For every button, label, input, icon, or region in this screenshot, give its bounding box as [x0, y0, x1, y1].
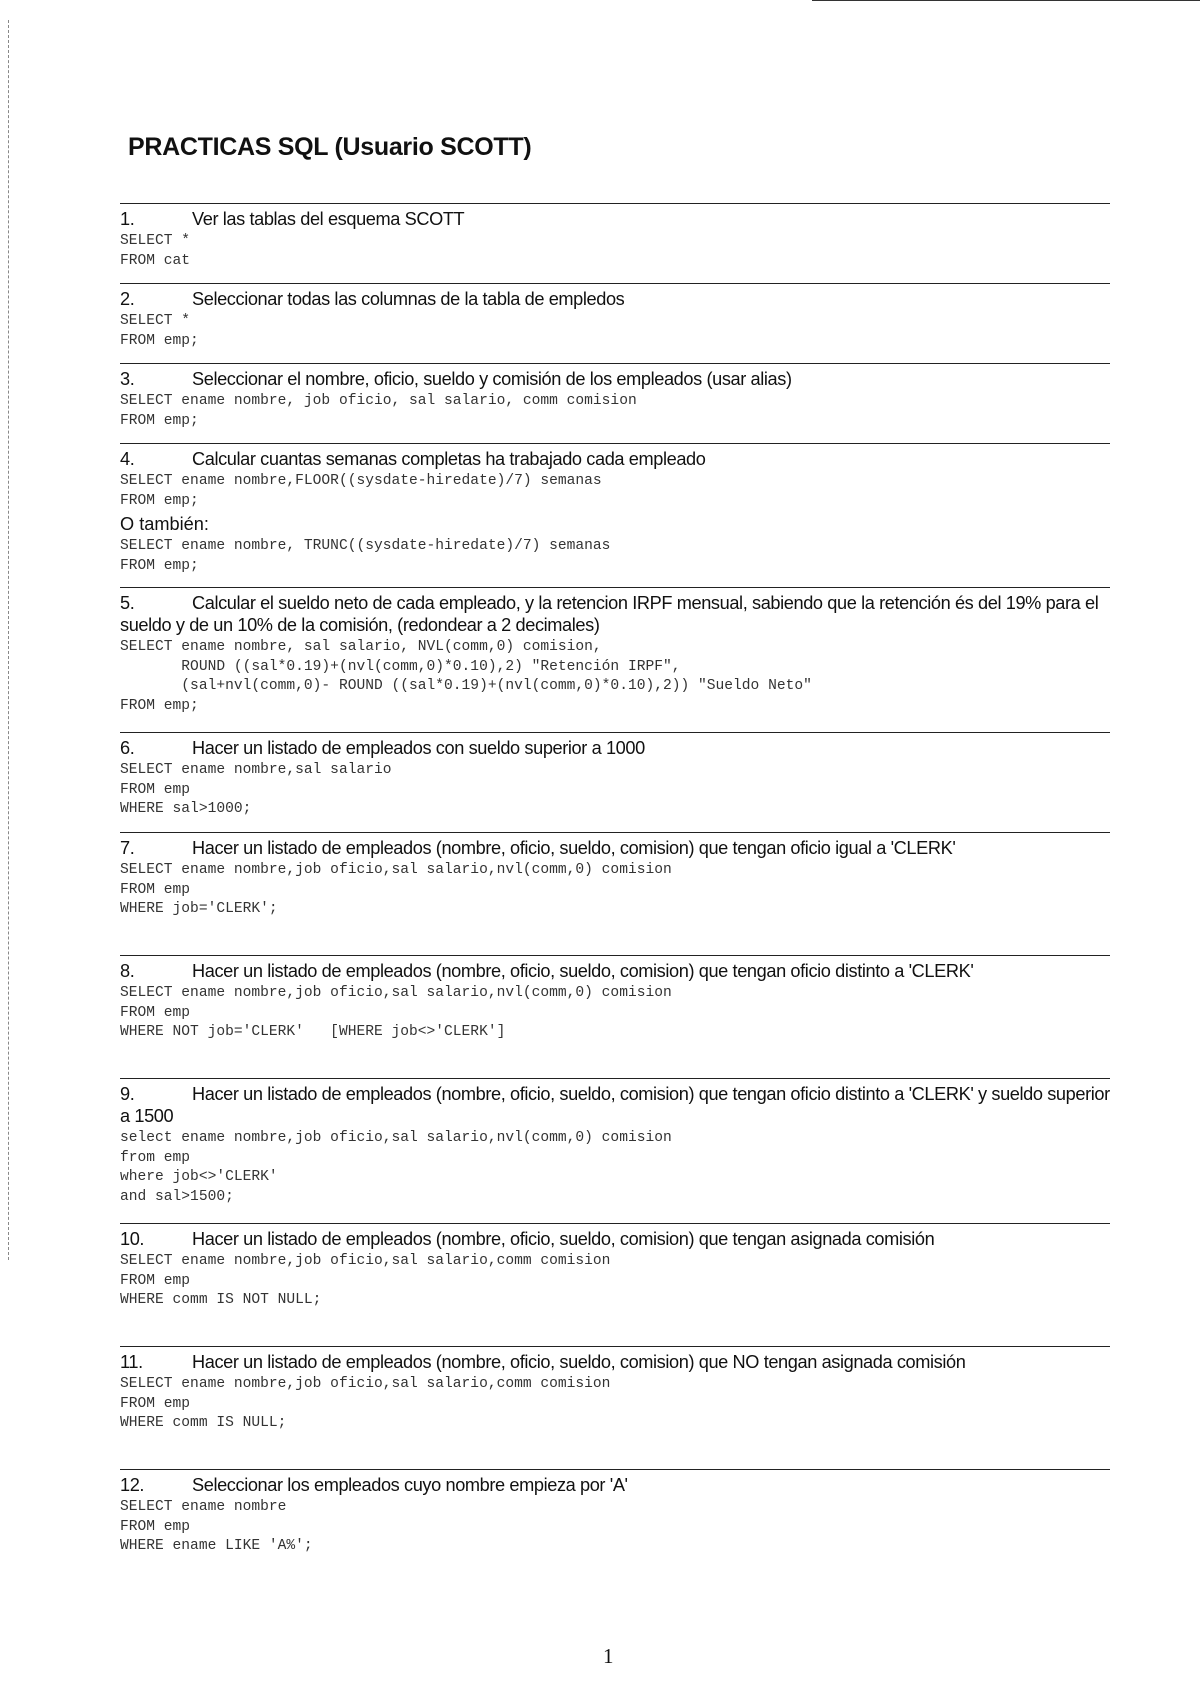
sql-code: SELECT ename nombre,sal salario FROM emp WHERE sal>1000;	[120, 762, 392, 817]
exercise-number: 8.	[120, 961, 135, 981]
exercise-2	[120, 283, 1110, 351]
alternative-label: O también:	[120, 514, 209, 534]
exercise-7	[120, 832, 1110, 920]
exercise-number: 10.	[120, 1229, 145, 1249]
exercise-text: Seleccionar los empleados cuyo nombre empieza por 'A'	[192, 1475, 628, 1495]
sql-code: SELECT ename nombre,job oficio,sal salario,nvl(comm,0) comision FROM emp WHERE job='CLERK';	[120, 862, 672, 917]
sql-code: SELECT ename nombre,FLOOR((sysdate-hiredate)/7) semanas FROM emp;	[120, 473, 602, 509]
exercise-11	[120, 1346, 1110, 1434]
exercise-heading	[120, 448, 1110, 470]
sql-code: SELECT ename nombre, job oficio, sal salario, comm comision FROM emp;	[120, 393, 637, 429]
exercise-number: 6.	[120, 738, 135, 758]
scan-margin-line	[8, 20, 11, 1260]
exercise-heading	[120, 1351, 1110, 1373]
exercise-6	[120, 732, 1110, 820]
exercise-10	[120, 1223, 1110, 1311]
page-title: PRACTICAS SQL (Usuario SCOTT)	[128, 133, 532, 161]
exercise-number: 12.	[120, 1475, 145, 1495]
sql-code: SELECT ename nombre, sal salario, NVL(comm,0) comision, ROUND ((sal*0.19)+(nvl(comm,0)*0.10),2) "Retención IRPF", (sal+nvl(comm,0)- ROUND ((sal*0.19)+(nvl(comm,0)*0.10),2)) "Sueldo Neto" FROM emp;	[120, 639, 812, 714]
exercise-text: Calcular cuantas semanas completas ha trabajado cada empleado	[192, 449, 706, 469]
exercise-heading	[120, 837, 1110, 859]
exercise-12	[120, 1469, 1110, 1557]
exercise-text: Hacer un listado de empleados (nombre, oficio, sueldo, comision) que tengan asignada comisión	[192, 1229, 935, 1249]
top-rule	[812, 0, 1200, 1]
exercise-heading	[120, 960, 1110, 982]
exercise-heading	[120, 288, 1110, 310]
exercise-heading	[120, 208, 1110, 230]
sql-code: SELECT ename nombre,job oficio,sal salario,comm comision FROM emp WHERE comm IS NOT NULL;	[120, 1253, 611, 1308]
exercise-3	[120, 363, 1110, 431]
sql-code-alternative: SELECT ename nombre, TRUNC((sysdate-hiredate)/7) semanas FROM emp;	[120, 538, 611, 574]
exercise-text: Hacer un listado de empleados (nombre, oficio, sueldo, comision) que tengan oficio distinto a 'CLERK'	[192, 961, 974, 981]
exercise-5	[120, 587, 1110, 716]
sql-code: SELECT * FROM emp;	[120, 313, 199, 349]
exercise-8	[120, 955, 1110, 1043]
exercise-heading	[120, 1228, 1110, 1250]
exercise-1	[120, 203, 1110, 271]
exercise-4	[120, 443, 1110, 576]
exercise-text: Hacer un listado de empleados (nombre, oficio, sueldo, comision) que tengan oficio igual a 'CLERK'	[192, 838, 956, 858]
exercise-heading	[120, 1083, 1110, 1127]
sql-code: SELECT ename nombre,job oficio,sal salario,comm comision FROM emp WHERE comm IS NULL;	[120, 1376, 611, 1431]
exercise-9	[120, 1078, 1110, 1207]
exercise-text: Seleccionar todas las columnas de la tabla de empledos	[192, 289, 625, 309]
exercise-number: 7.	[120, 838, 135, 858]
exercise-heading	[120, 592, 1110, 636]
exercise-number: 9.	[120, 1084, 135, 1104]
page-number: 1	[603, 1644, 614, 1668]
exercise-text: Hacer un listado de empleados (nombre, oficio, sueldo, comision) que tengan oficio distinto a 'CLERK' y sueldo superior a 1500	[120, 1084, 1110, 1126]
exercise-text: Calcular el sueldo neto de cada empleado, y la retencion IRPF mensual, sabiendo que la retención és del 19% para el sueldo y de un 10% de la comisión, (redondear a 2 decimales)	[120, 593, 1099, 635]
sql-code: select ename nombre,job oficio,sal salario,nvl(comm,0) comision from emp where job<>'CLERK' and sal>1500;	[120, 1130, 672, 1205]
exercise-heading	[120, 737, 1110, 759]
sql-code: SELECT * FROM cat	[120, 233, 191, 269]
sql-code: SELECT ename nombre,job oficio,sal salario,nvl(comm,0) comision FROM emp WHERE NOT job='CLERK' [WHERE job<>'CLERK']	[120, 985, 672, 1040]
exercise-heading	[120, 1474, 1110, 1496]
exercise-text: Hacer un listado de empleados con sueldo superior a 1000	[192, 738, 645, 758]
exercise-text: Hacer un listado de empleados (nombre, oficio, sueldo, comision) que NO tengan asignada comisión	[192, 1352, 966, 1372]
exercise-number: 11.	[120, 1352, 143, 1372]
exercise-number: 3.	[120, 369, 135, 389]
exercise-text: Seleccionar el nombre, oficio, sueldo y comisión de los empleados (usar alias)	[192, 369, 792, 389]
sql-code: SELECT ename nombre FROM emp WHERE ename LIKE 'A%';	[120, 1499, 313, 1554]
exercise-number: 4.	[120, 449, 135, 469]
exercise-heading	[120, 368, 1110, 390]
exercise-number: 1.	[120, 209, 135, 229]
exercise-number: 2.	[120, 289, 135, 309]
exercise-number: 5.	[120, 593, 135, 613]
exercise-text: Ver las tablas del esquema SCOTT	[192, 209, 465, 229]
